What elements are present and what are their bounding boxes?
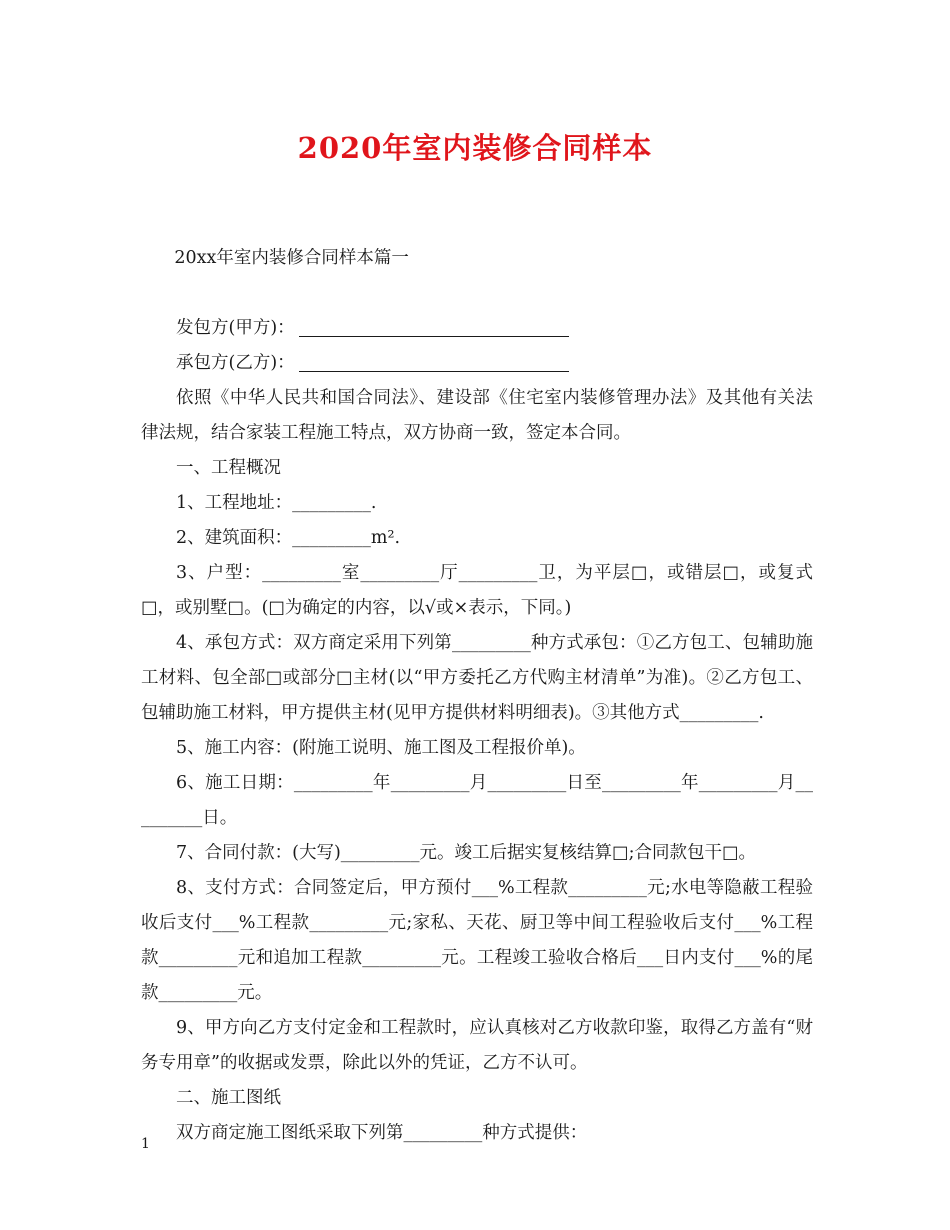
- heading-project-overview: 一、工程概况: [176, 458, 281, 478]
- party-b-blank: [299, 349, 569, 372]
- document-body: [141, 206, 813, 1151]
- party-a-blank: [299, 314, 569, 337]
- clause-construction-content: 5、施工内容：(附施工说明、施工图及工程报价单)。: [176, 738, 586, 758]
- clause-building-area: 2、建筑面积：_________m².: [176, 528, 401, 548]
- clause-payment-method: 8、支付方式：合同签定后，甲方预付___%工程款_________元;水电等隐蔽工程验收后支付___%工程款_________元;家私、天花、厨卫等中间工程验收后支付___%工程款_________元和追加工程款_________元。工程竣工验收合格后___日内支付___%的尾款_________元。: [141, 878, 813, 1003]
- party-b-line: [141, 346, 813, 381]
- clause-construction-dates: 6、施工日期：_________年_________月_________日至_________年_________月_________日。: [141, 773, 813, 828]
- intro-heading: 20xx年室内装修合同样本篇一: [174, 248, 409, 268]
- paragraph-preamble: 依照《中华人民共和国合同法》、建设部《住宅室内装修管理办法》及其他有关法律法规，结合家装工程施工特点，双方协商一致，签定本合同。: [141, 388, 813, 443]
- party-b-label: 承包方(乙方)：: [176, 353, 295, 373]
- heading-construction-drawings: 二、施工图纸: [176, 1088, 281, 1108]
- clause-contract-payment: 7、合同付款：(大写)_________元。竣工后据实复核结算□;合同款包干□。: [176, 843, 757, 863]
- clause-contract-method: 4、承包方式：双方商定采用下列第_________种方式承包：①乙方包工、包辅助施工材料、包全部□或部分□主材(以“甲方委托乙方代购主材清单”为准)。②乙方包工、包辅助施工材料，甲方提供主材(见甲方提供材料明细表)。③其他方式_________.: [141, 633, 813, 723]
- section-heading: [141, 206, 813, 311]
- document-title: 2020年室内装修合同样本: [297, 131, 653, 165]
- clause-payment-verification: 9、甲方向乙方支付定金和工程款时，应认真核对乙方收款印鉴，取得乙方盖有“财务专用章”的收据或发票，除此以外的凭证，乙方不认可。: [141, 1018, 813, 1073]
- clause-project-address: 1、工程地址：_________.: [176, 493, 377, 513]
- clause-house-type: 3、户型：_________室_________厅_________卫，为平层□，或错层□，或复式□，或别墅□。(□为确定的内容，以√或×表示，下同。): [141, 563, 813, 618]
- party-a-label: 发包方(甲方)：: [176, 318, 295, 338]
- party-a-line: [141, 311, 813, 346]
- clause-drawing-provision: 双方商定施工图纸采取下列第_________种方式提供：: [176, 1123, 588, 1143]
- page-number: 1: [141, 1136, 150, 1152]
